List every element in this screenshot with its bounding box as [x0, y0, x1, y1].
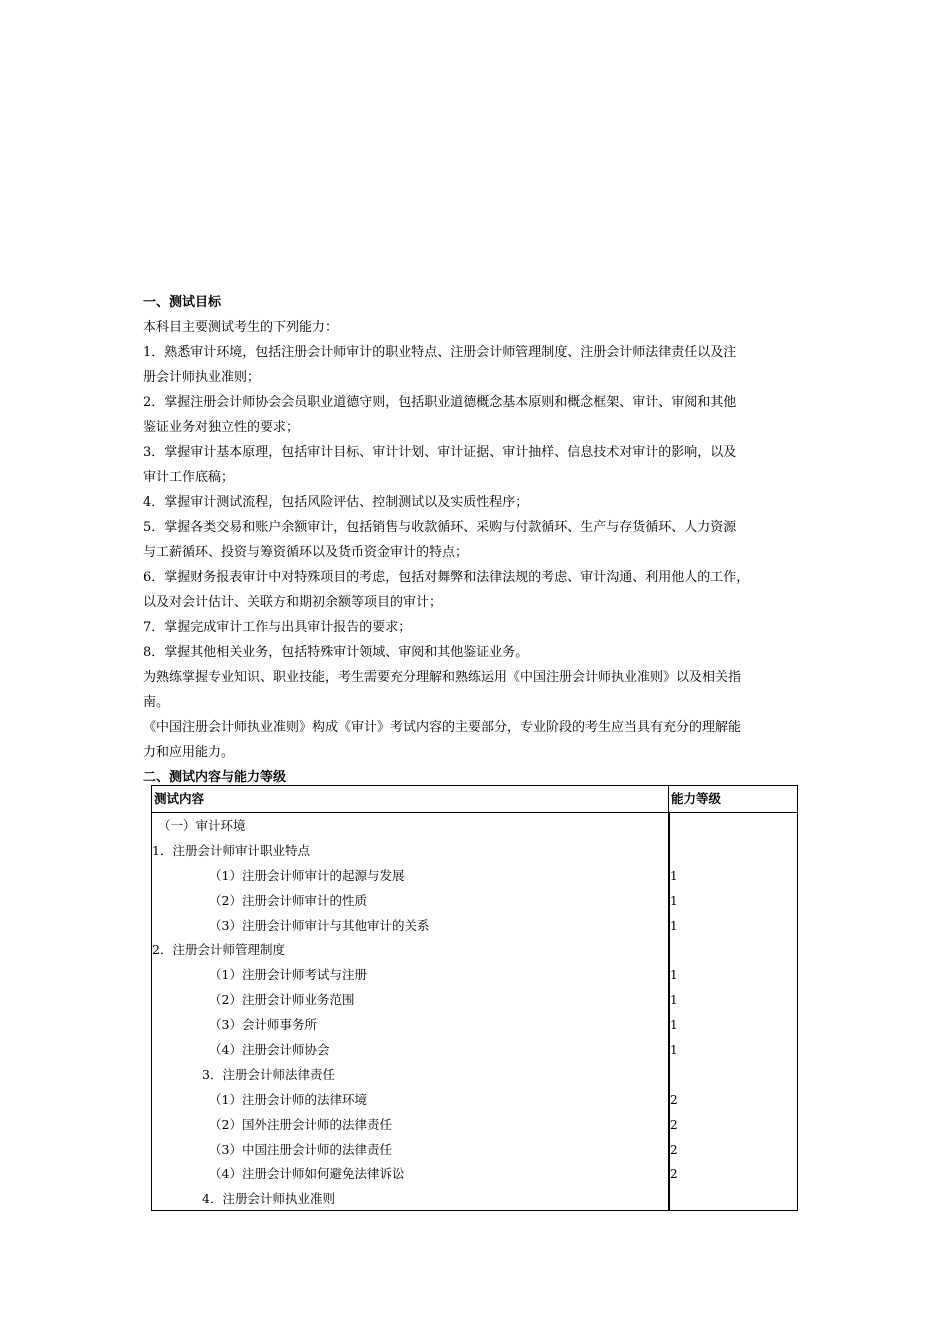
section-heading-objectives: 一、测试目标: [143, 295, 222, 310]
table-row: [152, 889, 797, 914]
document-body: [143, 290, 823, 790]
table-row: [152, 1162, 797, 1187]
table-body: [152, 814, 797, 1212]
table-header: [152, 786, 797, 813]
row-content: 4．注册会计师执业准则: [202, 1191, 335, 1207]
intro-paragraph: 本科目主要测试考生的下列能力：: [143, 320, 339, 335]
row-level: 2: [670, 1167, 678, 1182]
row-content: （一）审计环境: [158, 818, 246, 833]
row-content: （4）注册会计师如何避免法律诉讼: [209, 1166, 405, 1182]
closing-paragraph-2: 《中国注册会计师执业准则》构成《审计》考试内容的主要部分，专业阶段的考生应当具有充分的理解能 力和应用能力。: [143, 720, 742, 760]
row-level: 2: [670, 1142, 678, 1157]
table-row: [152, 864, 797, 889]
closing-paragraph-1: 为熟练掌握专业知识、职业技能，考生需要充分理解和熟练运用《中国注册会计师执业准则》以及相关指 南。: [143, 670, 742, 710]
table-row: [152, 1063, 797, 1088]
table-row: [152, 1038, 797, 1063]
row-content: （4）注册会计师协会: [209, 1042, 330, 1058]
table-row: [152, 988, 797, 1013]
column-header-level: 能力等级: [671, 791, 722, 806]
table-row: [152, 839, 797, 864]
objective-item-3: 3．掌握审计基本原理，包括审计目标、审计计划、审计证据、审计抽样、信息技术对审计的影响，以及 审计工作底稿；: [143, 445, 737, 485]
table-row: [152, 963, 797, 988]
row-content: 3．注册会计师法律责任: [202, 1066, 335, 1082]
column-header-content: 测试内容: [152, 786, 669, 812]
objective-item-8: 8．掌握其他相关业务，包括特殊审计领域、审阅和其他鉴证业务。: [143, 645, 529, 660]
row-content: （1）注册会计师考试与注册: [209, 967, 367, 983]
table-row: [152, 1138, 797, 1163]
row-content: 2．注册会计师管理制度: [152, 942, 285, 958]
row-level: 1: [670, 993, 678, 1008]
row-level: 2: [670, 1117, 678, 1132]
table-row: [152, 1013, 797, 1038]
objective-item-5: 5．掌握各类交易和账户余额审计，包括销售与收款循环、采购与付款循环、生产与存货循环、人力资源 与工薪循环、投资与筹资循环以及货币资金审计的特点；: [143, 520, 737, 560]
row-level: 1: [670, 1043, 678, 1058]
row-level: 1: [670, 918, 678, 933]
table-row: [152, 914, 797, 939]
row-content: （1）注册会计师的法律环境: [209, 1091, 367, 1107]
row-content: （3）会计师事务所: [209, 1017, 317, 1033]
row-level: 1: [670, 893, 678, 908]
objective-item-1: 1．熟悉审计环境，包括注册会计师审计的职业特点、注册会计师管理制度、注册会计师法律责任以及注 册会计师执业准则；: [143, 345, 737, 385]
table-row: [152, 1088, 797, 1113]
row-level: 1: [670, 868, 678, 883]
objective-item-6: 6．掌握财务报表审计中对特殊项目的考虑，包括对舞弊和法律法规的考虑、审计沟通、利用他人的工作， 以及对会计估计、关联方和期初余额等项目的审计；: [143, 570, 750, 610]
row-content: （2）注册会计师审计的性质: [209, 892, 367, 908]
row-content: 1．注册会计师审计职业特点: [152, 842, 310, 858]
row-content: （2）注册会计师业务范围: [209, 992, 355, 1008]
row-content: （3）注册会计师审计与其他审计的关系: [209, 917, 430, 933]
table-row: [152, 1113, 797, 1138]
row-content: （2）国外注册会计师的法律责任: [209, 1116, 392, 1132]
section-heading-content: 二、测试内容与能力等级: [143, 770, 287, 785]
table-row: [152, 814, 797, 839]
objective-item-2: 2．掌握注册会计师协会会员职业道德守则，包括职业道德概念基本原则和概念框架、审计、审阅和其他 鉴证业务对独立性的要求；: [143, 395, 737, 435]
row-level: 2: [670, 1092, 678, 1107]
objective-item-7: 7．掌握完成审计工作与出具审计报告的要求；: [143, 620, 412, 635]
table-row: [152, 938, 797, 963]
row-content: （1）注册会计师审计的起源与发展: [209, 867, 405, 883]
row-content: （3）中国注册会计师的法律责任: [209, 1141, 392, 1157]
objective-list: [143, 340, 823, 665]
content-level-table: [151, 785, 798, 1211]
objective-item-4: 4．掌握审计测试流程，包括风险评估、控制测试以及实质性程序；: [143, 495, 529, 510]
table-row: [152, 1187, 797, 1212]
row-level: 1: [670, 1018, 678, 1033]
row-level: 1: [670, 968, 678, 983]
